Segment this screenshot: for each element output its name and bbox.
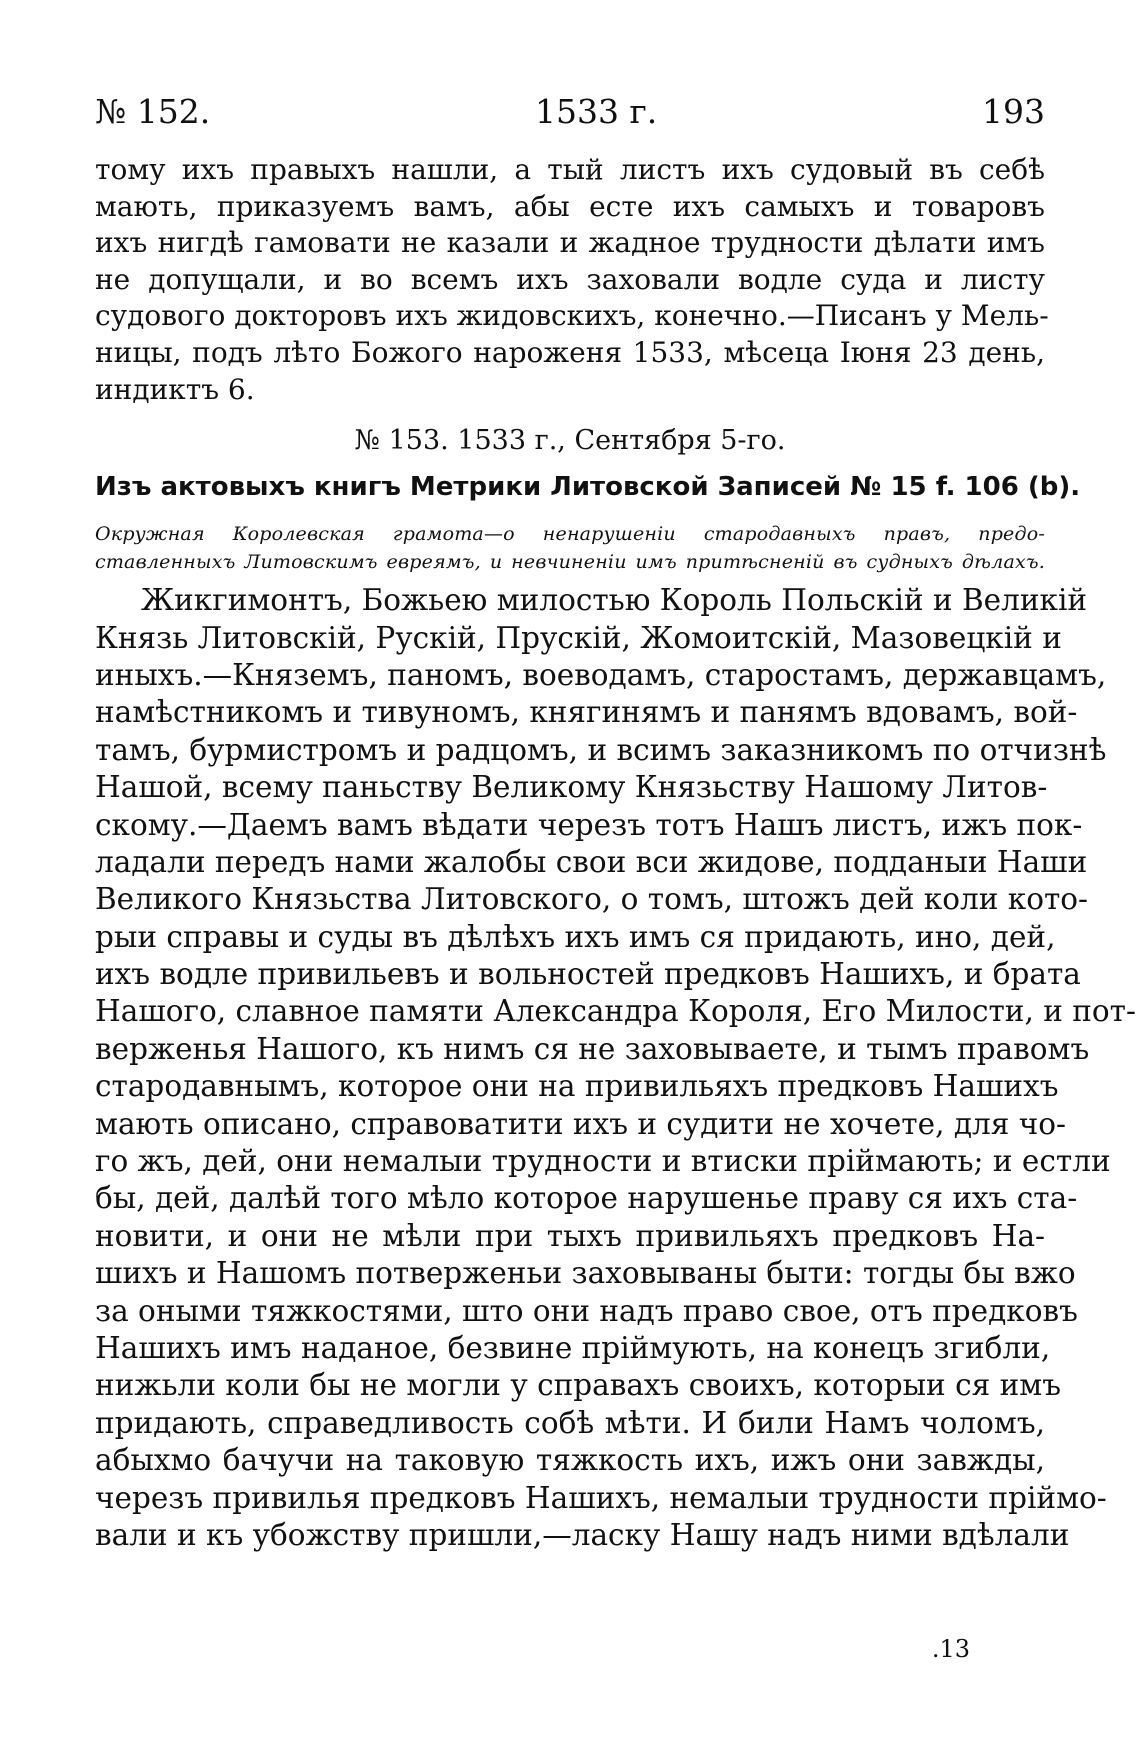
text-line: ницы, подъ лѣто Божого нароженя 1533, мѣсеца Іюня 23 день, (95, 335, 1045, 369)
text-line: скому.—Даемъ вамъ вѣдати черезъ тотъ Нашъ листъ, ижъ пок- (95, 807, 1083, 842)
printer-signature: .13 (931, 1635, 970, 1663)
text-line: ихъ водле привильевъ и вольностей предковъ Нашихъ, и брата (95, 957, 1081, 992)
text-line: тому ихъ правыхъ нашли, а тый листъ ихъ судовый въ себѣ (95, 153, 1045, 186)
text-line: Нашого, славное памяти Александра Короля, Его Милости, и пот- (95, 994, 1136, 1029)
text-line: Князь Литовскій, Рускій, Прускій, Жомоитскій, Мазовецкій и (95, 620, 1062, 655)
document-summary (95, 520, 1045, 576)
page-header (95, 92, 1045, 152)
document-source: Изъ актовыхъ книгъ Метрики Литовской Записей № 15 f. 106 (b). (95, 472, 1081, 503)
text-line: судового докторовъ ихъ жидовскихъ, конечно.—Писанъ у Мель- (95, 299, 1049, 333)
text-line: ихъ нигдѣ гамовати не казали и жадное трудности дѣлати имъ (95, 226, 1045, 260)
text-line: не допущали, и во всемъ ихъ заховали водле суда и листу (95, 262, 1045, 296)
text-line: придають, справедливость собѣ мѣти. И били Намъ чоломъ, (95, 1405, 1045, 1440)
text-line: индиктъ 6. (95, 372, 255, 406)
text-line: го жъ, дей, они немалыи трудности и втиски пріймають; и естли (95, 1144, 1111, 1179)
text-line: черезъ привилья предковъ Нашихъ, немалыи трудности пріймо- (95, 1480, 1107, 1515)
page (95, 92, 1136, 1554)
text-line: нижьли коли бы не могли у справахъ своихъ, которыи ся имъ (95, 1368, 1061, 1403)
text-line: Жикгимонтъ, Божьею милостью Король Польскій и Великій (141, 583, 1088, 618)
text-line: шихъ и Нашомъ потверженьи заховываны быти: тогды бы вжо (95, 1256, 1076, 1291)
text-line: ладали передъ нами жалобы свои вси жидове, подданыи Наши (95, 844, 1088, 879)
document-title: № 153. 1533 г., Сентября 5-го. (354, 425, 786, 457)
text-line: Нашихъ имъ наданое, безвине пріймують, на конецъ згибли, (95, 1330, 1051, 1365)
text-line: абыхмо бачучи на таковую тяжкость ихъ, ижъ они завжды, (95, 1443, 1045, 1478)
text-line: бы, дей, далѣй того мѣло которое нарушенье праву ся ихъ ста- (95, 1181, 1078, 1216)
text-line: стародавнымъ, которое они на привильяхъ предковъ Нашихъ (95, 1069, 1059, 1104)
text-line: Великого Князьства Литовского, о томъ, штожъ дей коли кото- (95, 882, 1089, 917)
header-year: 1533 г. (534, 92, 658, 131)
summary-line: ставленныхъ Литовскимъ евреямъ, и невчиненіи имъ притѣсненій въ судныхъ дѣлахъ. (95, 551, 1045, 574)
text-line: за оными тяжкостями, што они надъ право свое, отъ предковъ (95, 1293, 1078, 1328)
previous-document-text (95, 152, 1049, 408)
text-line: верженья Нашого, къ нимъ ся не заховываете, и тымъ правомъ (95, 1031, 1090, 1066)
header-document-number: № 152. (95, 92, 211, 131)
text-line: Нашой, всему паньству Великому Князьству Нашому Литов- (95, 770, 1048, 805)
header-page-number: 193 (982, 92, 1045, 131)
document-text (95, 582, 1136, 1554)
text-line: иныхъ.—Княземъ, паномъ, воеводамъ, старостамъ, державцамъ, (95, 657, 1107, 692)
text-line: намѣстникомъ и тивуномъ, княгинямъ и панямъ вдовамъ, вой- (95, 695, 1078, 730)
text-line: тамъ, бурмистромъ и радцомъ, и всимъ заказникомъ по отчизнѣ (95, 732, 1107, 767)
text-line: вали и къ убожству пришли,—ласку Нашу надъ ними вдѣлали (95, 1517, 1070, 1552)
text-line: новити, и они не мѣли при тыхъ привильяхъ предковъ На- (95, 1218, 1045, 1253)
text-line: мають, приказуемъ вамъ, абы есте ихъ самыхъ и товаровъ (95, 189, 1045, 223)
text-line: мають описано, справоватити ихъ и судити не хочете, для чо- (95, 1106, 1066, 1141)
summary-line: Окружная Королевская грамота—о ненарушеніи стародавныхъ правъ, предо- (95, 523, 1045, 546)
text-line: рыи справы и суды въ дѣлѣхъ ихъ имъ ся придають, ино, дей, (95, 919, 1056, 954)
